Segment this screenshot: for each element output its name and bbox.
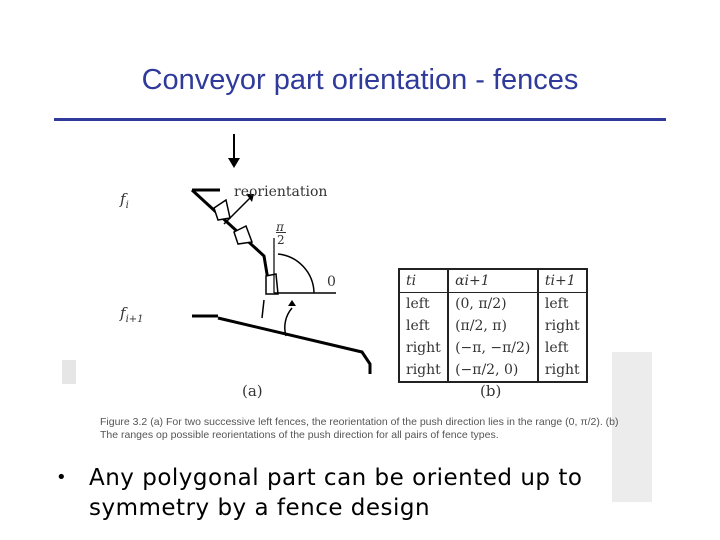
table-cell: right <box>406 362 441 378</box>
title-underline <box>54 118 666 121</box>
table-cell: left <box>538 293 587 316</box>
table-cell: right <box>538 359 587 382</box>
table-row <box>399 359 587 382</box>
bullet-dot-icon: • <box>56 467 67 488</box>
label-panel-b: (b) <box>480 382 502 400</box>
table-cell: left <box>538 337 587 359</box>
table-header-row <box>399 269 587 293</box>
lower-arrow <box>262 300 264 318</box>
push-arrow-head <box>228 158 240 168</box>
figure-caption: Figure 3.2 (a) For two successive left fences, the reorientation of the push direction lies in the range (0, π/2). (b) The ranges op possible reorientations of the push direction for all pairs of fence types. <box>100 416 619 441</box>
table-cell: (−π/2, 0) <box>448 359 538 382</box>
table-row <box>399 337 587 359</box>
label-zero: 0 <box>327 274 336 290</box>
reorientation-table <box>398 268 588 383</box>
part-1 <box>214 200 230 220</box>
table-row <box>399 315 587 337</box>
table-header-cell: αi+1 <box>448 269 538 293</box>
page-title: Conveyor part orientation - fences <box>141 64 579 96</box>
table-cell: right <box>538 315 587 337</box>
table-cell: (π/2, π) <box>448 315 538 337</box>
table-row <box>399 293 587 316</box>
table-cell: (−π, −π/2) <box>448 337 538 359</box>
bullet-item <box>56 463 676 523</box>
label-reorientation: reorientation <box>234 184 328 200</box>
lower-arc-head <box>288 300 296 306</box>
angle-arc <box>278 254 314 293</box>
label-panel-a: (a) <box>242 382 263 400</box>
fence-lower <box>218 318 370 374</box>
label-fence-i1: $f_{i+1}$ <box>120 304 144 325</box>
figure-panel <box>52 128 670 468</box>
lower-arc <box>285 308 292 336</box>
table-cell: left <box>406 318 430 334</box>
table-header-cell: ti+1 <box>538 269 587 293</box>
table-cell: (0, π/2) <box>448 293 538 316</box>
fence-upper <box>192 190 270 294</box>
label-two: 2 <box>277 233 285 247</box>
part-2 <box>234 226 252 244</box>
table-cell: right <box>406 340 441 356</box>
table-cell: left <box>406 296 430 312</box>
label-pi: π <box>276 220 284 234</box>
table-header-cell: ti <box>399 269 448 293</box>
part-3 <box>266 274 278 294</box>
label-fence-i: $f_i$ <box>120 190 129 211</box>
bullet-text: Any polygonal part can be oriented up to symmetry by a fence design <box>89 465 583 521</box>
